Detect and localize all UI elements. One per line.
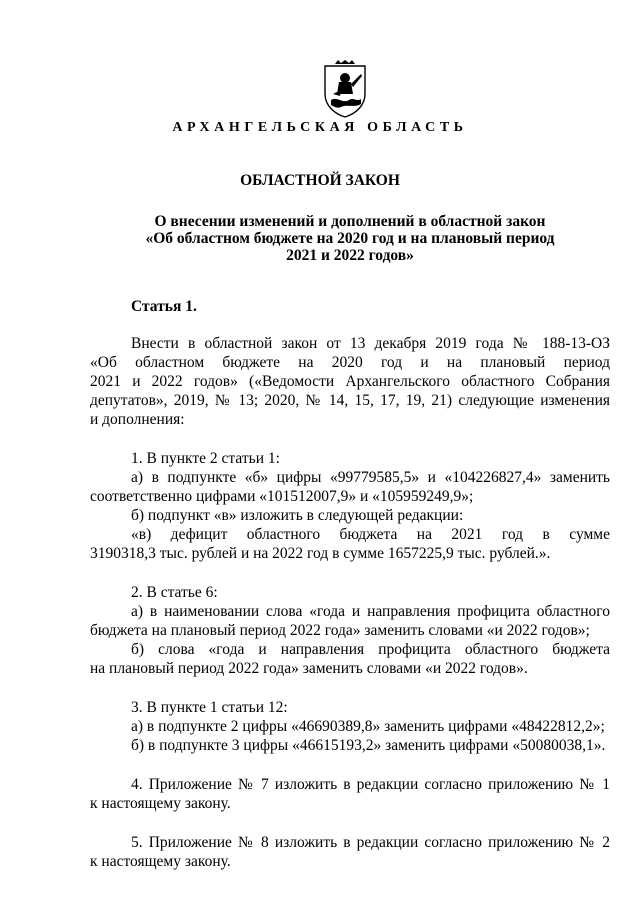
body-line: и дополнения: [90, 411, 185, 428]
body-line: на плановый период 2022 года» заменить словами «и 2022 годов». [90, 660, 528, 677]
body-line: 3190318,3 тыс. рублей и на 2022 год в сумме 1657225,9 тыс. рублей.». [90, 545, 551, 562]
body-line: 2021 и 2022 годов» («Ведомости Архангельского областного Собрания [90, 373, 610, 390]
body-line: депутатов», 2019, № 13; 2020, № 14, 15, 17, 19, 21) следующие изменения [90, 392, 610, 409]
law-title [100, 213, 600, 264]
body-line: а) в подпункте «б» цифры «99779585,5» и «104226827,4» заменить [131, 469, 610, 486]
law-type-heading: ОБЛАСТНОЙ ЗАКОН [240, 172, 400, 189]
body-line: «Об областном бюджете на 2020 год и на плановый период [90, 354, 610, 371]
body-line: б) подпункт «в» изложить в следующей редакции: [131, 507, 464, 524]
body-line: 3. В пункте 1 статьи 12: [131, 699, 288, 716]
body-line: б) в подпункте 3 цифры «46615193,2» заменить цифрами «50080038,1». [131, 737, 606, 754]
body-line: 5. Приложение № 8 изложить в редакции согласно приложению № 2 [131, 834, 610, 851]
body-line: Внести в областной закон от 13 декабря 2019 года № 188-13-ОЗ [131, 335, 610, 352]
body-line: 4. Приложение № 7 изложить в редакции согласно приложению № 1 [131, 776, 610, 793]
body-line: бюджета на плановый период 2022 года» заменить словами «и 2022 годов»; [90, 622, 590, 639]
law-title-line: 2021 и 2022 годов» [286, 247, 414, 264]
body-line: к настоящему закону. [90, 795, 231, 812]
region-name: АРХАНГЕЛЬСКАЯ ОБЛАСТЬ [172, 120, 468, 135]
body-line: «в) дефицит областного бюджета на 2021 год в сумме [131, 526, 610, 543]
body-line: а) в наименовании слова «года и направления профицита областного [131, 603, 610, 620]
body-line: 1. В пункте 2 статьи 1: [131, 450, 280, 467]
body-line: б) слова «года и направления профицита областного бюджета [131, 641, 610, 658]
body-line: к настоящему закону. [90, 853, 231, 870]
body-line: а) в подпункте 2 цифры «46690389,8» заменить цифрами «48422812,2»; [131, 718, 605, 735]
body-line: соответственно цифрами «101512007,9» и «105959249,9»; [90, 488, 474, 505]
coat-of-arms-emblem [321, 60, 369, 118]
law-title-line: «Об областном бюджете на 2020 год и на плановый период [145, 230, 555, 247]
law-title-line: О внесении изменений и дополнений в областной закон [154, 213, 546, 230]
article-heading: Статья 1. [131, 298, 197, 315]
body-line: 2. В статье 6: [131, 584, 218, 601]
